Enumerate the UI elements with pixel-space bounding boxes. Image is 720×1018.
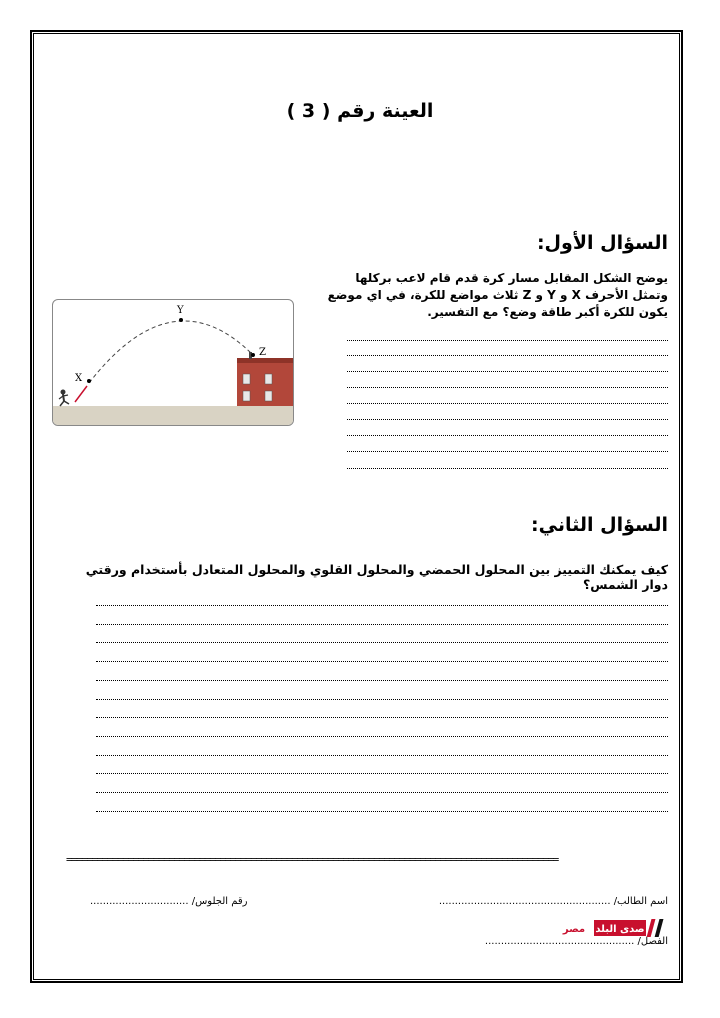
answer-line[interactable]: [347, 340, 668, 341]
question-1-heading: السؤال الأول:: [536, 232, 668, 254]
building-window: [243, 391, 250, 401]
answer-line[interactable]: [347, 355, 668, 356]
answer-line[interactable]: [96, 642, 668, 643]
building-window: [265, 391, 272, 401]
answer-line[interactable]: [347, 419, 668, 420]
answer-line[interactable]: [96, 773, 668, 774]
label-z: Z: [259, 347, 266, 358]
answer-line[interactable]: [96, 661, 668, 662]
answer-line[interactable]: [96, 736, 668, 737]
answer-line[interactable]: [96, 792, 668, 793]
building-window: [265, 374, 272, 384]
building-roof: [237, 358, 293, 363]
answer-line[interactable]: [96, 680, 668, 681]
answer-line[interactable]: [347, 371, 668, 372]
seat-number-field[interactable]: رقم الجلوس/ ...............................: [90, 896, 248, 907]
logo-text-secondary: مصر: [562, 924, 586, 935]
point-z: [251, 353, 255, 357]
point-x: [87, 379, 91, 383]
class-field[interactable]: الفصل/ ...............................................: [484, 936, 668, 947]
answer-line[interactable]: [347, 387, 668, 388]
student-name-field[interactable]: اسم الطالب/ ......................................................: [438, 896, 668, 907]
building-window: [243, 374, 250, 384]
answer-line[interactable]: [96, 811, 668, 812]
answer-line[interactable]: [96, 624, 668, 625]
news-logo: [556, 917, 668, 939]
player-figure: [59, 390, 69, 407]
question-2-heading: السؤال الثاني:: [531, 514, 668, 536]
inner-border: [33, 33, 680, 980]
separator-line: ================================================================================================: [66, 853, 558, 866]
trajectory-path: [89, 321, 253, 383]
trajectory-diagram: [53, 300, 293, 425]
label-x: X: [75, 373, 83, 384]
point-y: [179, 318, 183, 322]
answer-line[interactable]: [96, 605, 668, 606]
ground: [53, 406, 293, 425]
answer-line[interactable]: [96, 699, 668, 700]
logo-mark: [556, 917, 668, 939]
football-trajectory-figure: [52, 299, 294, 426]
answer-line[interactable]: [347, 403, 668, 404]
answer-line[interactable]: [96, 755, 668, 756]
answer-line[interactable]: [347, 451, 668, 452]
page-title: العينة رقم ( 3 ): [286, 100, 434, 122]
answer-line[interactable]: [347, 468, 668, 469]
kick-arrow: [75, 386, 87, 402]
question-1-text: يوضح الشكل المقابل مسار كرة قدم قام لاعب بركلها وتمثل الأحرف X و Y و Z ثلاث مواضع للكرة، في اي موضع يكون للكرة أكبر طاقة وضع؟ مع التفسير.: [327, 271, 668, 319]
answer-line[interactable]: [347, 435, 668, 436]
logo-text: صدى البلد: [595, 924, 645, 935]
question-2-text: كيف يمكنك التمييز بين المحلول الحمضي والمحلول القلوي والمحلول المتعادل بأستخدام ورقتي دوار الشمس؟: [85, 562, 668, 592]
label-y: Y: [177, 305, 184, 316]
answer-line[interactable]: [96, 717, 668, 718]
